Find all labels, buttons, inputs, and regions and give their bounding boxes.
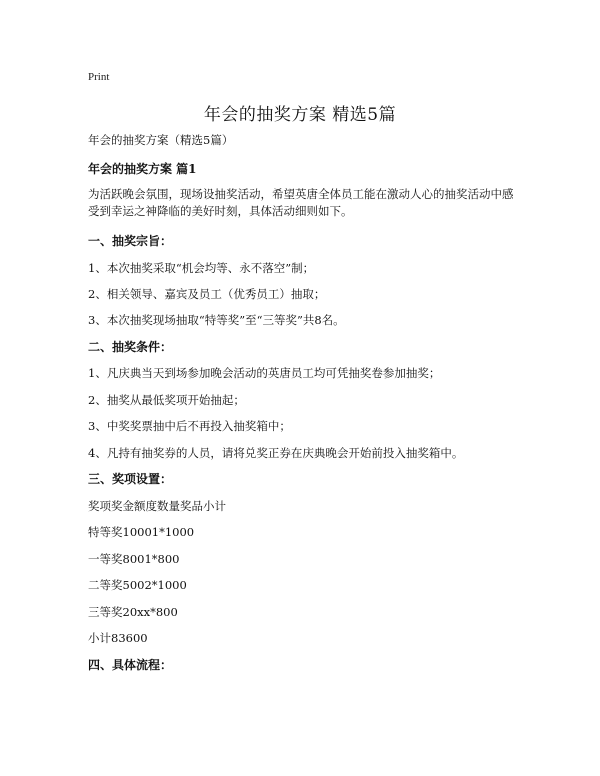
prize-table-header: 奖项奖金额度数量奖品小计 xyxy=(88,499,226,513)
intro-paragraph: 为活跃晚会氛围，现场设抽奖活动，希望英唐全体员工能在激动人心的抽奖活动中感受到幸运之神降临的美好时刻，具体活动细则如下。 xyxy=(88,187,514,218)
prize-row-special: 特等奖10001*1000 xyxy=(88,525,195,539)
section-title: 年会的抽奖方案 篇1 xyxy=(88,162,197,176)
condition-item-2: 2、抽奖从最低奖项开始抽起； xyxy=(88,393,245,407)
condition-item-4: 4、凡持有抽奖券的人员，请将兑奖正券在庆典晚会开始前投入抽奖箱中。 xyxy=(88,446,464,460)
purpose-item-2: 2、相关领导、嘉宾及员工（优秀员工）抽取； xyxy=(88,287,326,301)
prize-row-first: 一等奖8001*800 xyxy=(88,552,180,566)
prize-row-second: 二等奖5002*1000 xyxy=(88,578,187,592)
purpose-item-3: 3、本次抽奖现场抽取“特等奖”至“三等奖”共8名。 xyxy=(88,313,345,327)
condition-item-1: 1、凡庆典当天到场参加晚会活动的英唐员工均可凭抽奖卷参加抽奖； xyxy=(88,366,441,380)
condition-item-3: 3、中奖奖票抽中后不再投入抽奖箱中； xyxy=(88,419,291,433)
print-label[interactable]: Print xyxy=(88,71,110,83)
heading-specific-process: 四、具体流程： xyxy=(88,658,173,672)
page-title: 年会的抽奖方案 精选5篇 xyxy=(203,105,397,125)
heading-lottery-conditions: 二、抽奖条件： xyxy=(88,340,173,354)
document-subtitle: 年会的抽奖方案（精选5篇） xyxy=(88,133,234,147)
prize-total: 小计83600 xyxy=(88,631,148,645)
purpose-item-1: 1、本次抽奖采取“机会均等、永不落空”制； xyxy=(88,261,315,275)
prize-row-third: 三等奖20xx*800 xyxy=(88,605,178,619)
heading-lottery-purpose: 一、抽奖宗旨： xyxy=(88,234,173,248)
heading-prize-settings: 三、奖项设置： xyxy=(88,472,173,486)
